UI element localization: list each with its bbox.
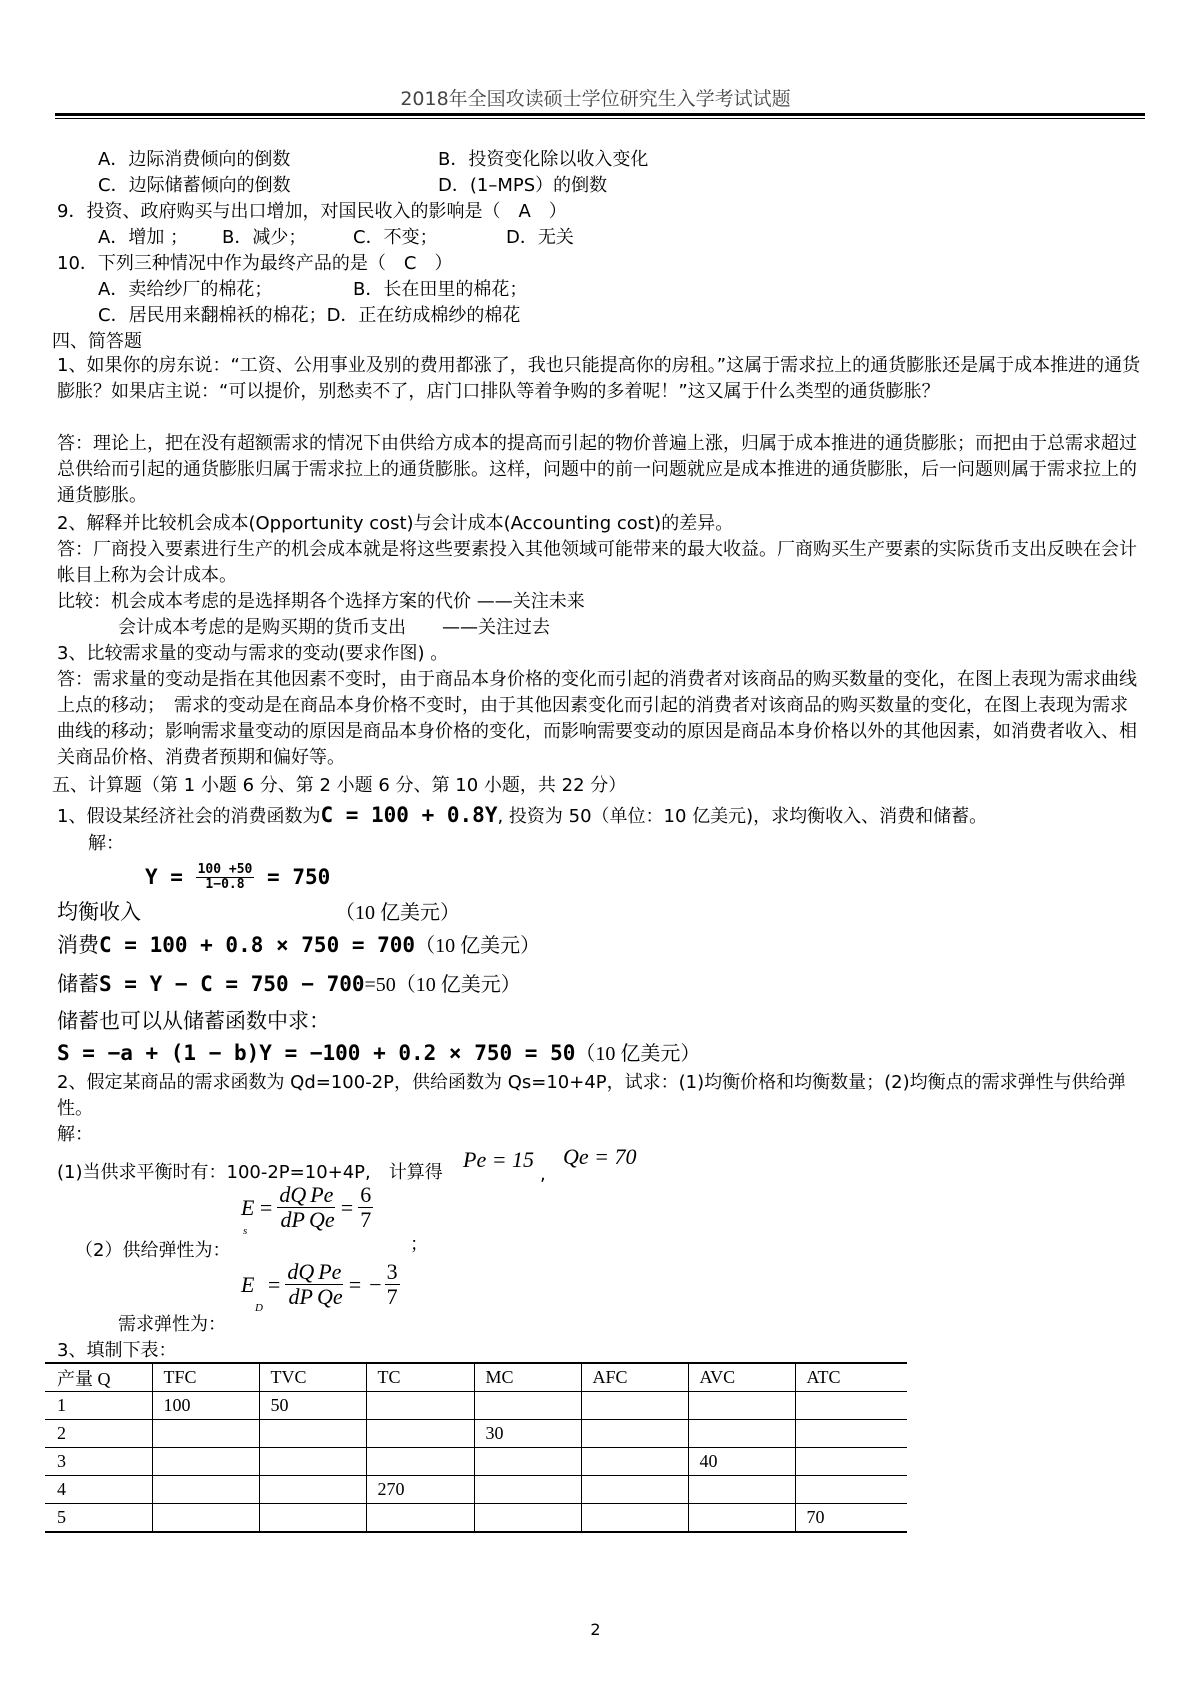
- q8-option-d: D．(1–MPS）的倒数: [438, 175, 608, 196]
- pe-value: Pe = 15: [463, 1147, 535, 1172]
- q9-option-a: A．增加 ；: [98, 227, 189, 248]
- table-cell: 70: [795, 1504, 907, 1533]
- es-E: E: [241, 1194, 255, 1220]
- table-cell: [366, 1392, 474, 1420]
- cost-table: [45, 1362, 907, 1533]
- table-cell: [581, 1504, 688, 1533]
- es-pe: Pe: [310, 1182, 334, 1207]
- page-header: 2018年全国攻读硕士学位研究生入学考试试题: [400, 88, 791, 110]
- table-header-cell: MC: [474, 1363, 581, 1392]
- table-cell: [581, 1448, 688, 1476]
- table-cell: [474, 1448, 581, 1476]
- s5-q1-post: , 投资为 50（单位：10 亿美元)，求均衡收入、消费和储蓄。: [497, 806, 988, 827]
- ed-result: [385, 1260, 400, 1309]
- header-rule-thin: [55, 118, 1145, 119]
- income-fraction-num: 100 +50: [197, 862, 253, 877]
- table-cell: 40: [688, 1448, 795, 1476]
- table-cell: [366, 1504, 474, 1533]
- table-cell: [474, 1392, 581, 1420]
- s4-a3: 答：需求量的变动是指在其他因素不变时，由于商品本身价格的变化而引起的消费者对该商品的购买数量的变化，在图上表现为需求曲线上点的移动； 需求的变动是在商品本身价格不变时，由于其他因素变化而引起的消费者对该商品的购买数量的变化，在图上表现为需求曲线的移动；影响需求量变动的原因是商品本身价格的变化，而影响需要变动的原因是商品本身价格以外的其他因素，如消费者收入、相关商品价格、消费者预期和偏好等。: [57, 669, 1137, 768]
- table-cell: 5: [45, 1504, 152, 1533]
- table-cell: [581, 1420, 688, 1448]
- ed-result-sign: = −: [347, 1271, 383, 1297]
- table-cell: [366, 1420, 474, 1448]
- saving-alt-text: 储蓄也可以从储蓄函数中求：: [57, 1009, 330, 1033]
- es-dq-dp: [277, 1183, 308, 1232]
- q9-option-c: C．不变；: [353, 227, 438, 248]
- s4-compare-2: 会计成本考虑的是购买期的货币支出 ——关注过去: [118, 617, 550, 638]
- table-cell: [152, 1448, 259, 1476]
- table-row: [45, 1448, 907, 1476]
- es-symbol: [241, 1194, 255, 1237]
- ed-dp: dP: [288, 1284, 313, 1310]
- table-cell: 270: [366, 1476, 474, 1504]
- table-row: [45, 1504, 907, 1533]
- table-cell: [795, 1476, 907, 1504]
- saving-tail: =50（10 亿美元）: [364, 974, 521, 996]
- consumption-line: [57, 929, 540, 959]
- table-cell: [259, 1420, 366, 1448]
- table-cell: [259, 1504, 366, 1533]
- es-pe-qe: [308, 1183, 335, 1232]
- table-cell: [688, 1504, 795, 1533]
- table-row: [45, 1476, 907, 1504]
- table-cell: [474, 1504, 581, 1533]
- table-row: [45, 1392, 907, 1420]
- saving-label: 储蓄: [57, 972, 99, 996]
- es-result-num: 6: [360, 1182, 372, 1207]
- s4-q2: 2、解释并比较机会成本(Opportunity cost)与会计成本(Accounting cost)的差异。: [57, 513, 734, 534]
- s5-q3: 3、填制下表：: [57, 1340, 177, 1361]
- table-cell: [795, 1448, 907, 1476]
- s4-q3: 3、比较需求量的变动与需求的变动(要求作图) 。: [57, 643, 449, 664]
- table-cell: [152, 1420, 259, 1448]
- q8-option-a: A．边际消费倾向的倒数: [98, 149, 291, 170]
- table-header-cell: ATC: [795, 1363, 907, 1392]
- header-rule-thick: [55, 113, 1145, 116]
- q10-option-b: B．长在田里的棉花；: [353, 279, 528, 300]
- s5-q2: 2、假定某商品的需求函数为 Qd=100-2P，供给函数为 Qs=10+4P，试求：(1)均衡价格和均衡数量；(2)均衡点的需求弹性与供给弹性。: [57, 1072, 1126, 1119]
- es-dq: dQ: [279, 1182, 307, 1207]
- ed-subscript: D: [255, 1301, 263, 1314]
- supply-elasticity-formula: E s = $\frac{dQ}{dP}$ $\frac{Pe}{Qe}$ = $\frac{6}{7}$: [241, 1182, 372, 1237]
- s5-q1-solution-label: 解：: [88, 833, 124, 854]
- table-header-row: [45, 1363, 907, 1392]
- es-result: [358, 1183, 373, 1232]
- s4-q1: 1、如果你的房东说：“工资、公用事业及别的费用都涨了，我也只能提高你的房租。”这属于需求拉上的通货膨胀还是属于成本推进的通货膨胀？如果店主说：“可以提价，别愁卖不了，店门口排队等着争购的多着呢！”这又属于什么类型的通货膨胀？: [57, 355, 1141, 402]
- es-semicolon: ；: [410, 1234, 428, 1255]
- consumption-function: C = 100 + 0.8Y: [320, 803, 498, 827]
- section5-title: 五、计算题（第 1 小题 6 分、第 2 小题 6 分、第 10 小题，共 22 分）: [52, 775, 627, 796]
- pe-qe-separator: ,: [540, 1164, 546, 1185]
- section4-title: 四、简答题: [52, 331, 142, 352]
- demand-elasticity-formula: E D = $\frac{dQ}{dP}$ $\frac{Pe}{Qe}$ = − $\frac{3}{7}$: [241, 1259, 398, 1314]
- es-result-den: 7: [360, 1207, 372, 1233]
- supply-elasticity-label: （2）供给弹性为：: [75, 1240, 231, 1261]
- income-fraction: [196, 863, 255, 893]
- q10-option-c: C．居民用来翻棉袄的棉花；D．正在纺成棉纱的棉花: [98, 305, 521, 326]
- table-cell: 4: [45, 1476, 152, 1504]
- income-fraction-den: 1−0.8: [205, 877, 245, 893]
- table-cell: [795, 1392, 907, 1420]
- q9-option-d: D．无关: [506, 227, 574, 248]
- ed-dq-dp: [285, 1260, 316, 1309]
- income-eq-lhs: Y =: [145, 864, 183, 889]
- s5-q2-solution-label: 解：: [57, 1124, 93, 1145]
- ed-dq: dQ: [287, 1259, 315, 1284]
- table-cell: [795, 1420, 907, 1448]
- ed-result-den: 7: [386, 1284, 398, 1310]
- ed-pe-qe: [316, 1260, 343, 1309]
- ed-symbol: [241, 1271, 263, 1314]
- table-cell: [366, 1448, 474, 1476]
- table-cell: 1: [45, 1392, 152, 1420]
- ed-qe: Qe: [316, 1284, 343, 1310]
- ed-result-num: 3: [386, 1259, 398, 1284]
- page-number: 2: [590, 1620, 601, 1639]
- income-equation: [145, 863, 330, 893]
- table-header-cell: TC: [366, 1363, 474, 1392]
- table-cell: 3: [45, 1448, 152, 1476]
- table-cell: [688, 1476, 795, 1504]
- s4-compare-1: 比较：机会成本考虑的是选择期各个选择方案的代价 ——关注未来: [57, 591, 585, 612]
- table-cell: [474, 1476, 581, 1504]
- s5-q1-pre: 1、假设某经济社会的消费函数为: [57, 806, 321, 827]
- saving-line: [57, 968, 521, 998]
- income-eq-rhs: = 750: [267, 864, 331, 889]
- table-cell: 100: [152, 1392, 259, 1420]
- table-cell: [688, 1392, 795, 1420]
- table-header-cell: TFC: [152, 1363, 259, 1392]
- table-header-cell: TVC: [259, 1363, 366, 1392]
- saving-formula: S = Y − C = 750 − 700: [99, 972, 365, 996]
- table-cell: [688, 1420, 795, 1448]
- s4-a1: 答：理论上，把在没有超额需求的情况下由供给方成本的提高而引起的物价普遍上涨，归属于成本推进的通货膨胀；而把由于总需求超过总供给而引起的通货膨胀归属于需求拉上的通货膨胀。这样，问题中的前一问题就应是成本推进的通货膨胀，后一问题则属于需求拉上的通货膨胀。: [57, 433, 1137, 506]
- equilibrium-income-label: 均衡收入: [57, 900, 141, 924]
- table-cell: [259, 1448, 366, 1476]
- table-cell: 30: [474, 1420, 581, 1448]
- consumption-unit: （10 亿美元）: [415, 935, 541, 957]
- saving-function-line: [57, 1037, 700, 1066]
- table-cell: [259, 1476, 366, 1504]
- table-row: [45, 1420, 907, 1448]
- table-cell: 2: [45, 1420, 152, 1448]
- income-unit: （10 亿美元）: [335, 902, 460, 924]
- saving-function-formula: S = −a + (1 − b)Y = −100 + 0.2 × 750 = 50: [57, 1041, 576, 1065]
- q8-option-c: C．边际储蓄倾向的倒数: [98, 175, 291, 196]
- q9-option-b: B．减少；: [222, 227, 307, 248]
- s5-q2-step1: (1)当供求平衡时有：100-2P=10+4P, 计算得: [57, 1162, 443, 1183]
- consumption-label: 消费: [57, 933, 99, 957]
- table-header-cell: AVC: [688, 1363, 795, 1392]
- consumption-formula: C = 100 + 0.8 × 750 = 700: [99, 933, 416, 957]
- table-cell: [581, 1476, 688, 1504]
- q10-option-a: A．卖给纱厂的棉花；: [98, 279, 273, 300]
- table-cell: [152, 1504, 259, 1533]
- s4-a2: 答：厂商投入要素进行生产的机会成本就是将这些要素投入其他领域可能带来的最大收益。厂商购买生产要素的实际货币支出反映在会计帐目上称为会计成本。: [57, 539, 1137, 586]
- ed-E: E: [241, 1271, 255, 1297]
- table-header-cell: AFC: [581, 1363, 688, 1392]
- demand-elasticity-label: 需求弹性为：: [118, 1314, 226, 1335]
- q8-option-b: B．投资变化除以收入变化: [438, 149, 649, 170]
- ed-pe: Pe: [318, 1259, 342, 1284]
- saving-function-unit: （10 亿美元）: [575, 1043, 701, 1065]
- table-cell: [152, 1476, 259, 1504]
- es-dp: dP: [280, 1207, 305, 1233]
- q9-stem: 9．投资、政府购买与出口增加，对国民收入的影响是（ A ）: [57, 201, 567, 222]
- table-cell: [581, 1392, 688, 1420]
- s5-q1: [57, 803, 987, 829]
- table-header-cell: 产量 Q: [45, 1363, 152, 1392]
- qe-value: Qe = 70: [563, 1144, 637, 1169]
- es-qe: Qe: [308, 1207, 335, 1233]
- table-cell: 50: [259, 1392, 366, 1420]
- q10-stem: 10．下列三种情况中作为最终产品的是（ C ）: [57, 253, 453, 274]
- es-subscript: s: [243, 1224, 248, 1237]
